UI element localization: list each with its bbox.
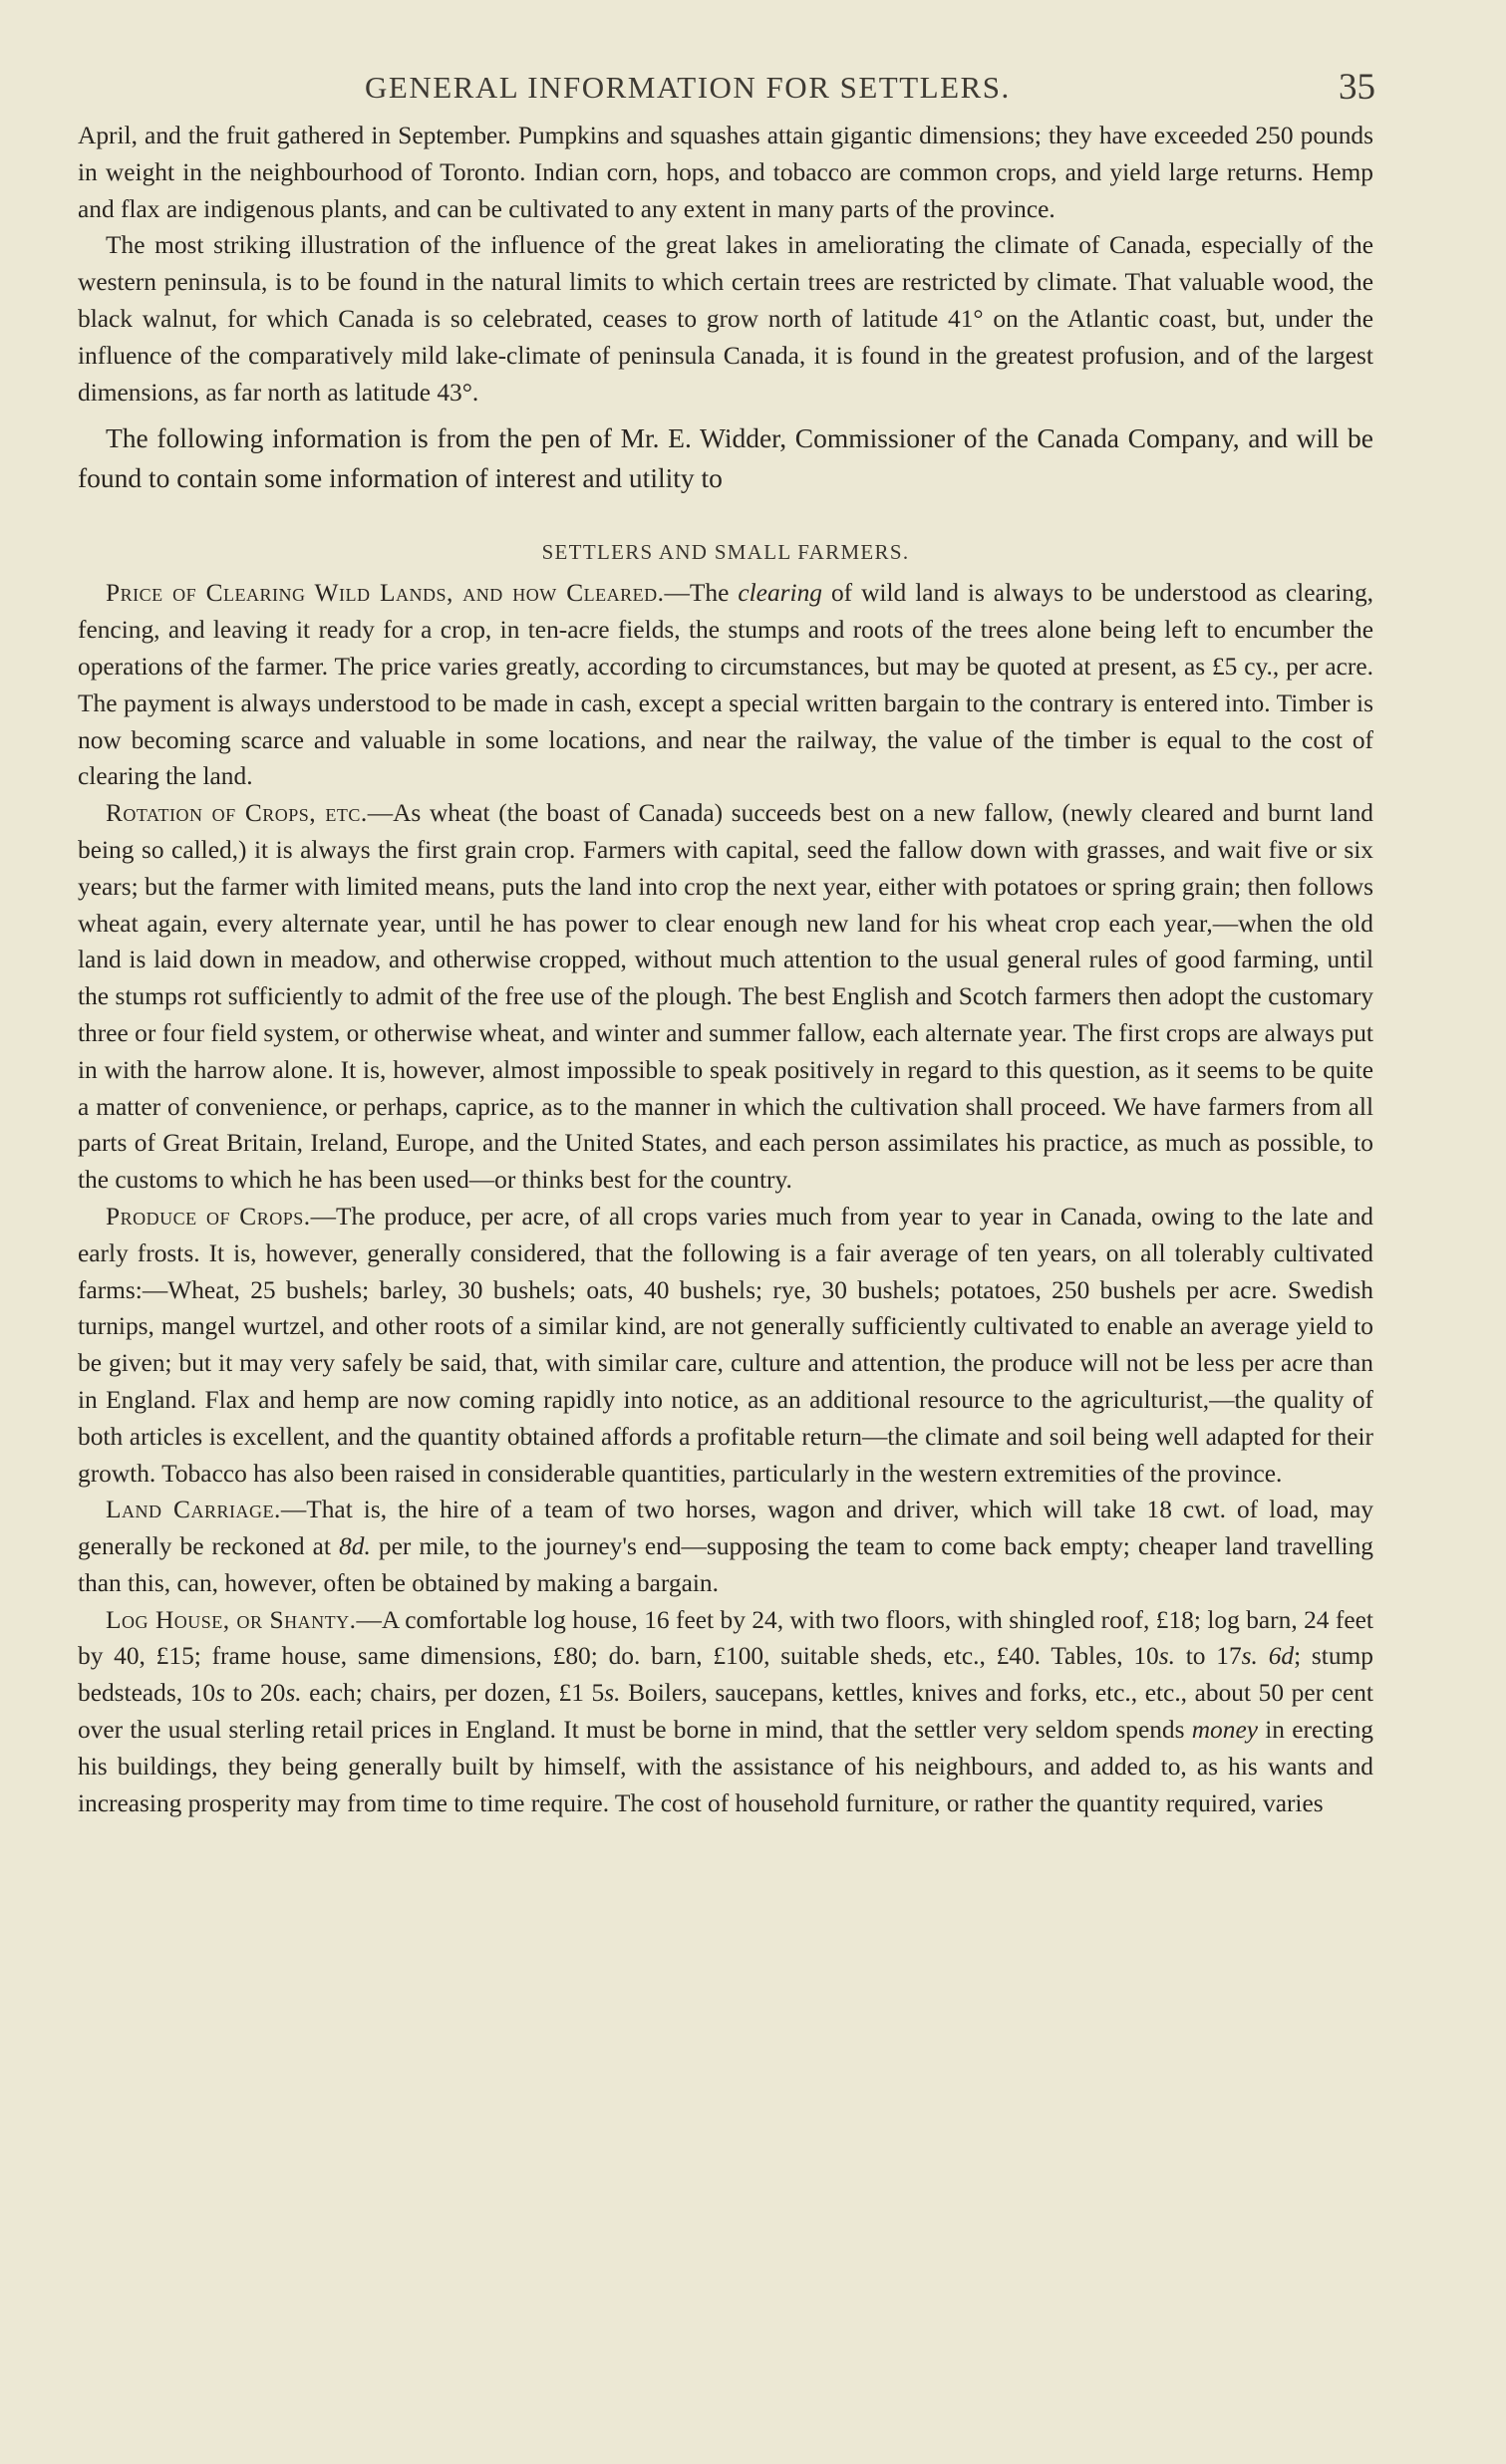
clearing-heading: Price of Clearing Wild Lands, and how Cleared. [106,579,665,608]
running-head [78,0,1373,118]
paragraph-produce: Produce of Crops.—The produce, per acre, of all crops varies much from year to year in Canada, owing to the late and early frosts. It is, however, generally considered, that the following is a fair average of ten years, on all tolerably cultivated farms:—Wheat, 25 bushels; barley, 30 bushels; oats, 40 bushels; rye, 30 bushels; potatoes, 250 bushels per acre. Swedish turnips, mangel wurtzel, and other roots of a similar kind, are not generally sufficiently cultivated to enable an average yield to be given; but it may very safely be said, that, with similar care, culture and attention, the produce will not be less per acre than in England. Flax and hemp are now coming rapidly into notice, as an additional resource to the agriculturist,—the quality of both articles is excellent, and the quantity obtained affords a profitable return—the climate and soil being well adapted for their growth. Tobacco has also been raised in considerable quantities, particularly in the western extremities of the province. [78,1202,1373,1488]
paragraph-rotation: Rotation of Crops, etc.—As wheat (the boast of Canada) succeeds best on a new fallow, (newly cleared and burnt land being so called,) it is always the first grain crop. Farmers with capital, seed the fallow down with grasses, and wait five or six years; but the farmer with limited means, puts the land into crop the next year, either with potatoes or spring grain; then follows wheat again, every alternate year, until he has power to clear enough new land for his wheat crop each year,—when the old land is laid down in meadow, and otherwise cropped, without much attention to the usual general rules of good farming, until the stumps rot sufficiently to admit of the free use of the plough. The best English and Scotch farmers then adopt the customary three or four field system, or otherwise wheat, and winter and summer fallow, each alternate year. The first crops are always put in with the harrow alone. It is, however, almost impossible to speak positively in regard to this question, as it seems to be quite a matter of convenience, or perhaps, caprice, as to the manner in which the cultivation shall proceed. We have farmers from all parts of Great Britain, Ireland, Europe, and the United States, and each person assimilates his practice, as much as possible, to the customs to which he has been used—or thinks best for the country. [78,799,1373,1195]
carriage-heading: Land Carriage. [106,1496,281,1524]
paragraph-clearing: Price of Clearing Wild Lands, and how Cleared.—The clearing of wild land is always to be understood as clearing, fencing, and leaving it ready for a crop, in ten-acre fields, the stumps and roots of the trees alone being left to encumber the operations of the farmer. The price varies greatly, according to circumstances, but may be quoted at present, as £5 cy., per acre. The payment is always understood to be made in cash, except a special written bargain to the contrary is entered into. Timber is now becoming scarce and valuable in some locations, and near the railway, the value of the timber is equal to the cost of clearing the land. [78,579,1374,791]
produce-heading: Produce of Crops. [106,1202,311,1231]
log-house-heading: Log House, or Shanty. [106,1605,357,1634]
rotation-heading: Rotation of Crops, etc. [106,799,368,828]
running-title: GENERAL INFORMATION FOR SETTLERS. [365,70,1011,105]
paragraph-lakes-climate: The most striking illustration of the influence of the great lakes in ameliorating the climate of Canada, especially of the western peninsula, is to be found in the natural limits to which certain trees are restricted by climate. That valuable wood, the black walnut, for which Canada is so celebrated, ceases to grow north of latitude 41° on the Atlantic coast, but, under the influence of the comparatively mild lake-climate of peninsula Canada, it is found in the greatest profusion, and of the largest dimensions, as far north as latitude 43°. [78,231,1373,407]
paragraph-intro: The following information is from the pen of Mr. E. Widder, Commissioner of the Canada Company, and will be found to contain some information of interest and utility to [78,422,1373,494]
paragraph-carriage: Land Carriage.—That is, the hire of a team of two horses, wagon and driver, which will take 18 cwt. of load, may generally be reckoned at 8d. per mile, to the journey's end—supposing the team to come back empty; cheaper land travelling than this, can, however, often be obtained by making a bargain. [78,1496,1373,1597]
paragraph-log-house: Log House, or Shanty.—A comfortable log house, 16 feet by 24, with two floors, with shingled roof, £18; log barn, 24 feet by 40, £15; frame house, same dimensions, £80; do. barn, £100, suitable sheds, etc., £40. Tables, 10s. to 17s. 6d; stump bedsteads, 10s to 20s. each; chairs, per dozen, £1 5s. Boilers, saucepans, kettles, knives and forks, etc., etc., about 50 per cent over the usual sterling retail prices in England. It must be borne in mind, that the settler very seldom spends money in erecting his buildings, they being generally built by himself, with the assistance of his neighbours, and added to, as his wants and increasing prosperity may from time to time require. The cost of household furniture, or rather the quantity required, varies [78,1605,1373,1817]
page-number: 35 [1339,67,1375,108]
book-page [78,0,1373,1821]
paragraph-crops: April, and the fruit gathered in September. Pumpkins and squashes attain gigantic dimensions; they have exceeded 250 pounds in weight in the neighbourhood of Toronto. Indian corn, hops, and tobacco are common crops, and yield large returns. Hemp and flax are indigenous plants, and can be cultivated to any extent in many parts of the province. [78,122,1373,223]
section-heading: SETTLERS AND SMALL FARMERS. [541,540,910,565]
